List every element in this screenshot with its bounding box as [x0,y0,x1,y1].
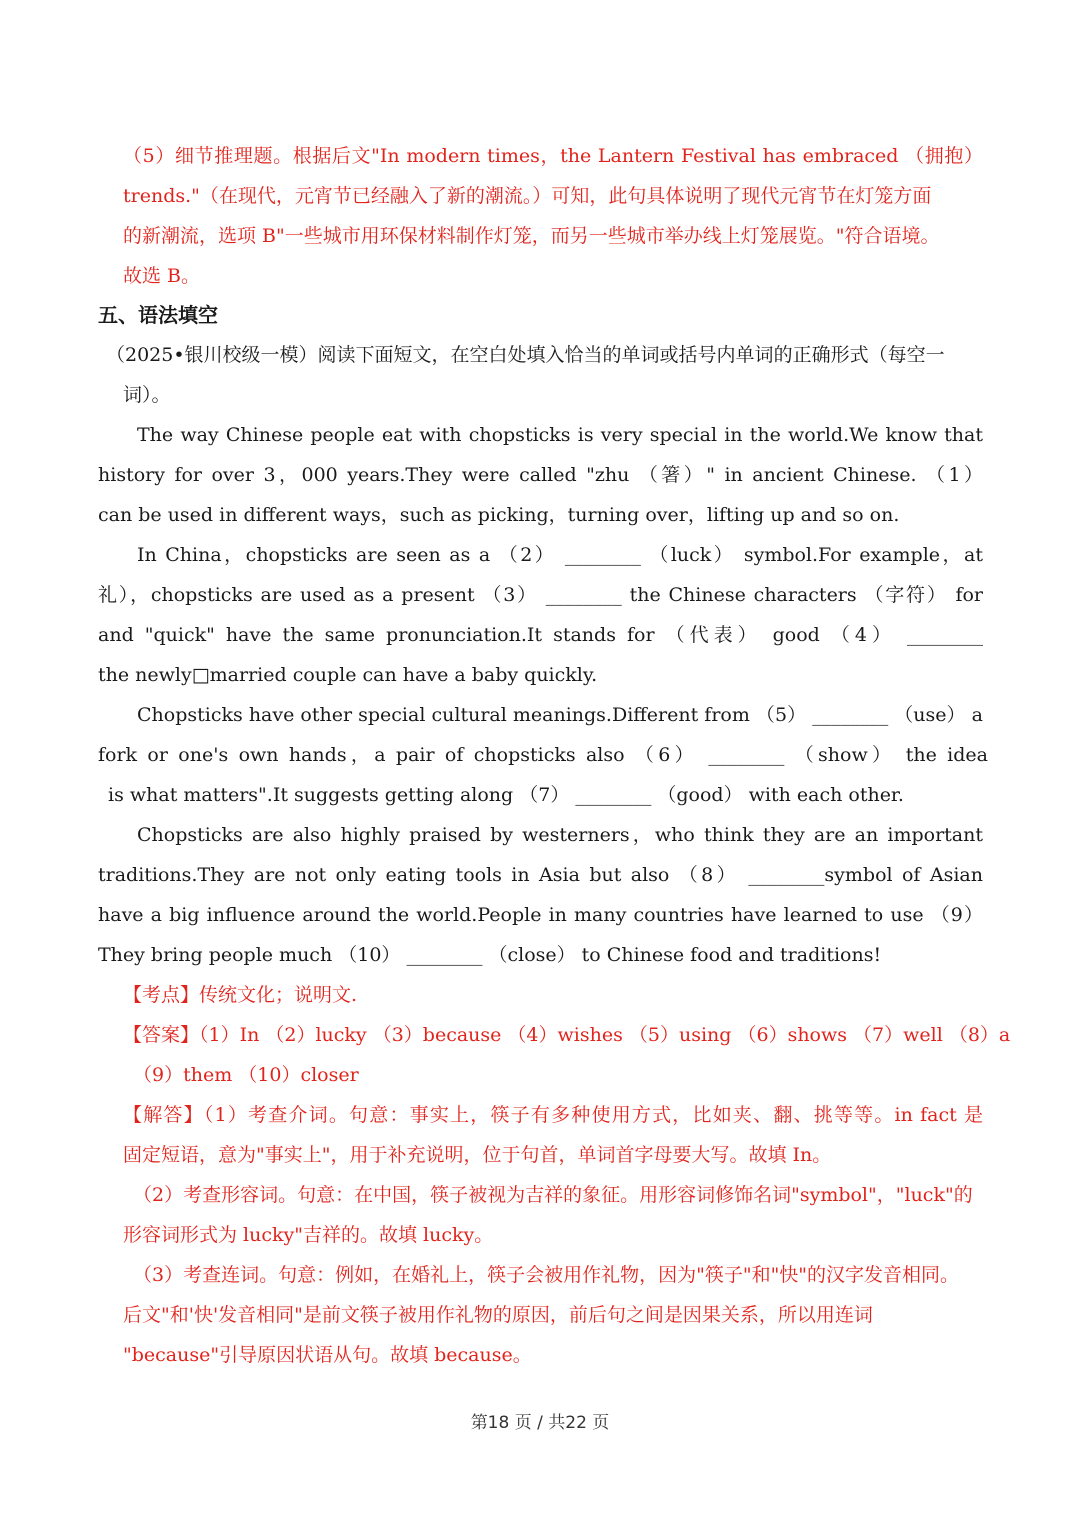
q5-explanation-line-1: （5）细节推理题。根据后文"In modern times，the Lantern Festival has embraced （拥抱） [123,145,983,167]
passage-line-8: Chopsticks have other special cultural meanings.Different from （5） ________ （use） a [137,704,983,726]
key-point: 【考点】传统文化；说明文. [123,984,358,1006]
passage-line-13: have a big influence around the world.People in many countries have learned to use （9） [98,904,983,926]
passage-line-14: They bring people much （10） ________ （close） to Chinese food and traditions! [98,944,882,966]
q5-explanation-line-4: 故选 B。 [123,265,201,287]
passage-line-10: is what matters".It suggests getting along （7） ________ （good） with each other. [108,784,904,806]
passage-line-3: can be used in different ways，such as picking，turning over，lifting up and so on. [98,504,900,526]
passage-line-1: The way Chinese people eat with chopsticks is very special in the world.We know that [137,424,983,446]
passage-line-5: 礼），chopsticks are used as a present （3） ________ the Chinese characters （字符） for [98,584,983,606]
q5-explanation-line-2: trends."（在现代，元宵节已经融入了新的潮流。）可知，此句具体说明了现代元宵节在灯笼方面 [123,185,932,207]
answer-line-2: （9）them （10）closer [133,1064,359,1086]
analysis-line-1: 【解答】（1）考查介词。句意：事实上，筷子有多种使用方式，比如夹、翻、挑等等。in fact 是 [123,1104,983,1126]
instructions-line-1: （2025•银川校级一模）阅读下面短文，在空白处填入恰当的单词或括号内单词的正确形式（每空一 [106,344,945,366]
passage-line-7: the newly□married couple can have a baby quickly. [98,664,598,686]
analysis-line-4: 形容词形式为 lucky"吉祥的。故填 lucky。 [123,1224,494,1246]
passage-line-9: fork or one's own hands，a pair of chopsticks also （6） ________ （show） the idea [98,744,988,766]
passage-line-11: Chopsticks are also highly praised by westerners，who think they are an important [137,824,983,846]
answer-line-1: 【答案】（1）In （2）lucky （3）because （4）wishes （5）using （6）shows （7）well （8）a [123,1024,1011,1046]
analysis-line-3: （2）考查形容词。句意：在中国，筷子被视为吉祥的象征。用形容词修饰名词"symbol"，"luck"的 [133,1184,973,1206]
analysis-line-2: 固定短语，意为"事实上"，用于补充说明，位于句首，单词首字母要大写。故填 In。 [123,1144,832,1166]
passage-line-2: history for over 3，000 years.They were called "zhu （箸）" in ancient Chinese. （1） [98,464,983,486]
passage-line-6: and "quick" have the same pronunciation.It stands for （代表） good （4） ________ [98,624,983,646]
q5-explanation-line-3: 的新潮流，选项 B"一些城市用环保材料制作灯笼，而另一些城市举办线上灯笼展览。"符合语境。 [123,225,940,247]
section-title: 五、语法填空 [98,303,218,327]
passage-line-4: In China，chopsticks are seen as a （2） ________ （luck） symbol.For example，at [137,544,983,566]
analysis-line-7: "because"引导原因状语从句。故填 because。 [123,1344,532,1366]
analysis-line-6: 后文"和'快'发音相同"是前文筷子被用作礼物的原因，前后句之间是因果关系，所以用连词 [123,1304,873,1326]
analysis-line-5: （3）考查连词。句意：例如，在婚礼上，筷子会被用作礼物，因为"筷子"和"快"的汉字发音相同。 [133,1264,960,1286]
instructions-line-2: 词）。 [123,384,171,406]
page-number: 第18 页 / 共22 页 [470,1413,610,1433]
passage-line-12: traditions.They are not only eating tools in Asia but also （8） ________symbol of Asian [98,864,983,886]
